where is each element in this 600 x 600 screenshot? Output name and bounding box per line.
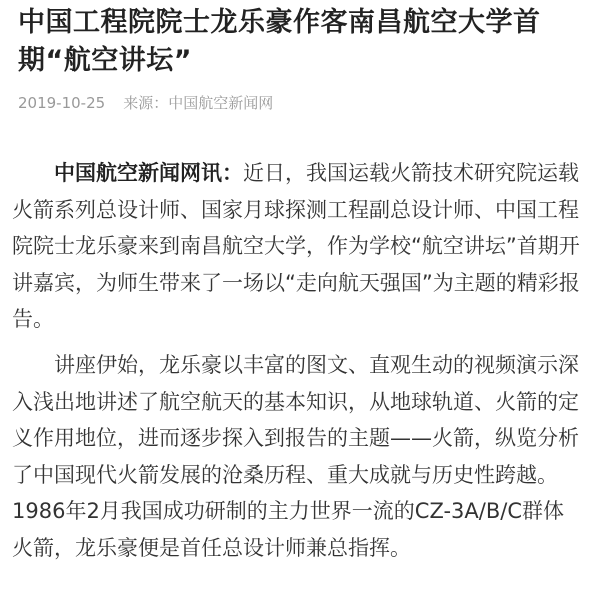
- paragraph-2: [12, 347, 582, 566]
- paragraph-1-text: 近日，我国运载火箭技术研究院运载火箭系列总设计师、国家月球探测工程副总设计师、中国工程院院士龙乐豪来到南昌航空大学，作为学校“航空讲坛”首期开讲嘉宾，为师生带来了一场以“走向航天强国”为主题的精彩报告。: [12, 161, 580, 331]
- article-source: 来源：中国航空新闻网: [123, 94, 274, 112]
- article-title: 中国工程院院士龙乐豪作客南昌航空大学首期“航空讲坛”: [18, 7, 541, 76]
- paragraph-2-text: 讲座伊始，龙乐豪以丰富的图文、直观生动的视频演示深入浅出地讲述了航空航天的基本知识，从地球轨道、火箭的定义作用地位，进而逐步探入到报告的主题——火箭，纵览分析了中国现代火箭发展的沧桑历程、重大成就与历史性跨越。1986年2月我国成功研制的主力世界一流的CZ-3A/B/C群体火箭，龙乐豪便是首任总设计师兼总指挥。: [12, 353, 579, 560]
- publish-date: 2019-10-25: [18, 94, 106, 112]
- article-meta: [18, 92, 273, 114]
- paragraph-1: [12, 155, 582, 338]
- news-dateline: 中国航空新闻网讯：: [54, 161, 243, 185]
